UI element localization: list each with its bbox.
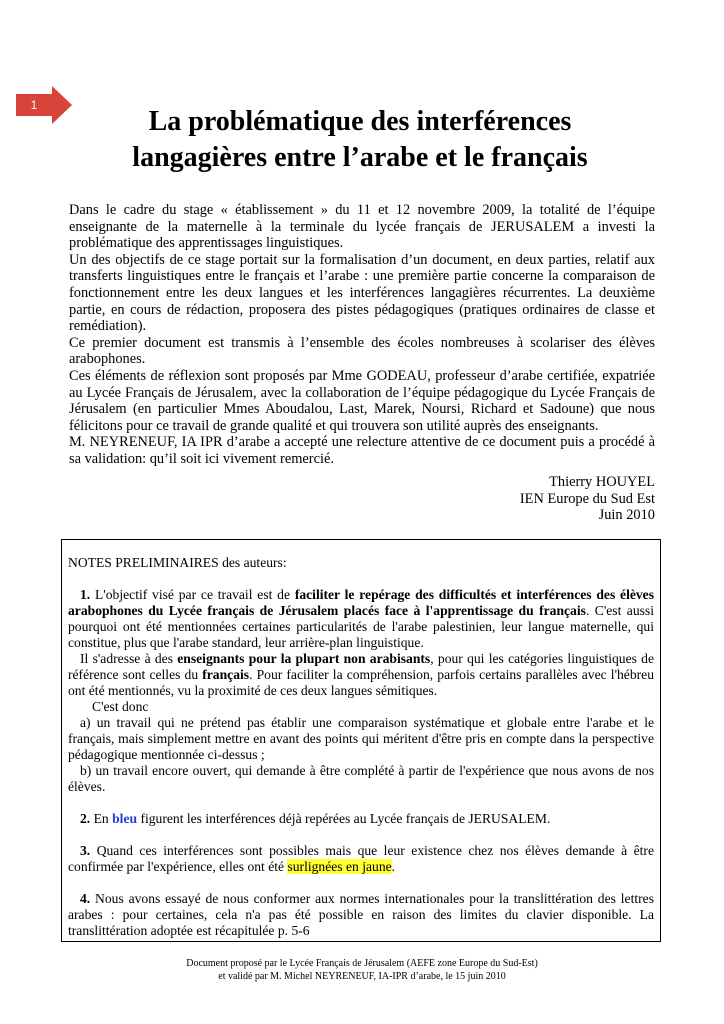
note-number: 1. <box>80 587 91 602</box>
intro-paragraph: Ces éléments de réflexion sont proposés par Mme GODEAU, professeur d’arabe certifiée, expatriée au Lycée Français de Jérusalem, avec la collaboration de l’équipe pédagogique du Lycée Français de Jérusalem (en particulier Mmes Aboudalou, Last, Marek, Noursi, Richard et Sadoune) que nous félicitons pour ce travail de grande qualité et qui trouvera son utilité auprès des enseignants. <box>69 367 655 434</box>
notes-heading: NOTES PRELIMINAIRES des auteurs: <box>68 555 287 570</box>
note-1-audience: Il s'adresse à des enseignants pour la plupart non arabisants, pour qui les catégories linguistiques de référence sont celles du français. Pour faciliter la compréhension, parfois certains parallèles avec l'hébreu ont été mentionnés, vu la proximité de ces deux langues sémitiques. <box>68 651 654 698</box>
signature-name: Thierry HOUYEL <box>549 474 655 490</box>
note-2: 2. En bleu figurent les interférences déjà repérées au Lycée français de JERUSALEM. <box>80 811 551 826</box>
signature-date: Juin 2010 <box>598 507 655 524</box>
note-3: 3. Quand ces interférences sont possibles mais que leur existence chez nos élèves demande à être confirmée par l'expérience, elles ont été surlignées en jaune. <box>68 843 654 874</box>
preliminary-notes-box <box>61 539 661 942</box>
document-title <box>60 104 660 176</box>
intro-paragraph: Un des objectifs de ce stage portait sur la formalisation d’un document, en deux parties, relatif aux transferts linguistiques entre le français et l’arabe : une première partie concerne la comparaison de fonctionnement entre les deux langues et les interférences langagières récurrentes. La deuxième partie, en cours de rédaction, proposera des pistes pédagogiques (pratiques ordinaires de classe et remédiation). <box>69 251 655 335</box>
signature-role: IEN Europe du Sud Est <box>519 490 655 507</box>
intro-paragraph: M. NEYRENEUF, IA IPR d’arabe a accepté une relecture attentive de ce document puis a procédé à sa validation: qu’il soit ici vivement remercié. <box>69 434 655 467</box>
intro-paragraph: Dans le cadre du stage « établissement » du 11 et 12 novembre 2009, la totalité de l’équipe enseignante de la maternelle à la terminale du lycée français de JERUSALEM a investi la problématique des apprentissages linguistiques. <box>69 202 655 252</box>
emphasis-text: enseignants pour la plupart non arabisants <box>177 651 431 666</box>
note-1: 1. L'objectif visé par ce travail est de faciliter le repérage des difficultés et interférences des élèves arabophones du Lycée français de Jérusalem placés face à l'apprentissage du français. C'est aussi pourquoi ont été mentionnées certaines particularités de l'arabe palestinien, leur langue maternelle, qui constitue, plus que l'arabe standard, leur arrière-plan linguistique. <box>68 587 654 650</box>
note-4: 4. Nous avons essayé de nous conformer aux normes internationales pour la translittération des lettres arabes : pour certaines, cela n'a pas été possible en raison des limites du clavier disponible. La translittération adoptée est récapitulée p. 5-6 <box>68 891 654 938</box>
highlighted-keyword: surlignées en jaune <box>287 859 392 874</box>
intro-text <box>69 202 655 468</box>
emphasis-text: français <box>202 667 250 682</box>
footer-line-2: et validé par M. Michel NEYRENEUF, IA-IPR d’arabe, le 15 juin 2010 <box>218 971 506 982</box>
note-number: 3. <box>80 843 91 858</box>
signature-block <box>520 474 655 524</box>
title-line-2: langagières entre l’arabe et le français <box>132 142 588 173</box>
note-number: 4. <box>80 891 91 906</box>
intro-paragraph: Ce premier document est transmis à l’ensemble des écoles nombreuses à scolariser des élèves arabophones. <box>69 334 655 368</box>
page-footer <box>0 957 724 983</box>
note-1-item-a: a) un travail qui ne prétend pas établir une comparaison systématique et globale entre l'arabe et le français, mais simplement mettre en avant des points qui méritent d'être pris en compte dans la perspective pédagogique mentionnée ci-dessus ; <box>68 715 654 762</box>
title-line-1: La problématique des interférences <box>148 106 572 137</box>
blue-keyword: bleu <box>112 811 138 826</box>
footer-line-1: Document proposé par le Lycée Français de Jérusalem (AEFE zone Europe du Sud-Est) <box>186 958 538 969</box>
emphasis-text: faciliter le repérage des difficultés et interférences des élèves arabophones du Lycée français de Jérusalem placés face à l'apprentissage du français <box>68 587 654 618</box>
note-1-item-b: b) un travail encore ouvert, qui demande à être complété à partir de l'expérience que nous avons de nos élèves. <box>68 763 654 794</box>
note-number: 2. <box>80 811 91 826</box>
note-1-cest-donc: C'est donc <box>92 699 149 714</box>
page-number: 1 <box>30 98 38 112</box>
